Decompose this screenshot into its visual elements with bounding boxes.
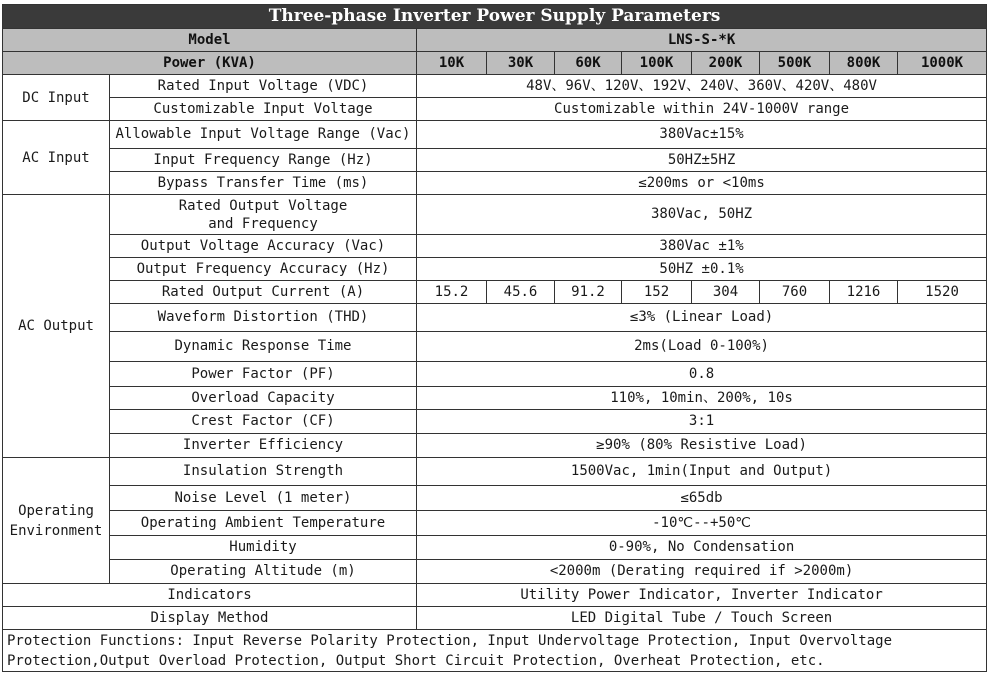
current-cell: 91.2: [555, 281, 622, 304]
group-operating-environment: Operating Environment: [3, 458, 110, 584]
display-method-label: Display Method: [3, 607, 417, 630]
row-label: Waveform Distortion (THD): [110, 304, 417, 332]
row-value: 1500Vac, 1min(Input and Output): [417, 458, 987, 486]
row-value: <2000m (Derating required if >2000m): [417, 560, 987, 584]
display-method-value: LED Digital Tube / Touch Screen: [417, 607, 987, 630]
model-value: LNS-S-*K: [417, 29, 987, 52]
row-label: Operating Altitude (m): [110, 560, 417, 584]
current-cell: 45.6: [487, 281, 555, 304]
row-label: Allowable Input Voltage Range (Vac): [110, 121, 417, 149]
row-value: 0-90%, No Condensation: [417, 536, 987, 560]
power-label: Power (KVA): [3, 52, 417, 75]
row-value: ≤200ms or <10ms: [417, 172, 987, 195]
row-value: 380Vac±15%: [417, 121, 987, 149]
table-title: Three-phase Inverter Power Supply Parameters: [3, 5, 987, 29]
power-col-30k: 30K: [487, 52, 555, 75]
current-cell: 1520: [898, 281, 987, 304]
row-value: 110%, 10min、200%, 10s: [417, 387, 987, 410]
row-value: ≥90% (80% Resistive Load): [417, 434, 987, 458]
row-label: Noise Level (1 meter): [110, 486, 417, 511]
row-label: Operating Ambient Temperature: [110, 511, 417, 536]
group-ac-input: AC Input: [3, 121, 110, 195]
row-value: 3:1: [417, 410, 987, 434]
row-value: ≤3% (Linear Load): [417, 304, 987, 332]
row-value: Customizable within 24V-1000V range: [417, 98, 987, 121]
spec-table: [2, 4, 987, 672]
row-value: 380Vac ±1%: [417, 235, 987, 258]
row-label: Inverter Efficiency: [110, 434, 417, 458]
power-col-100k: 100K: [622, 52, 692, 75]
current-cell: 304: [692, 281, 760, 304]
row-label: Bypass Transfer Time (ms): [110, 172, 417, 195]
row-label: Power Factor (PF): [110, 362, 417, 387]
row-value: 380Vac, 50HZ: [417, 195, 987, 235]
row-label: Crest Factor (CF): [110, 410, 417, 434]
power-col-1000k: 1000K: [898, 52, 987, 75]
current-cell: 15.2: [417, 281, 487, 304]
row-label: Rated Output Current (A): [110, 281, 417, 304]
group-ac-output: AC Output: [3, 195, 110, 458]
row-label: Dynamic Response Time: [110, 332, 417, 362]
power-col-200k: 200K: [692, 52, 760, 75]
row-label: Output Frequency Accuracy (Hz): [110, 258, 417, 281]
row-label: Insulation Strength: [110, 458, 417, 486]
current-cell: 1216: [830, 281, 898, 304]
row-label: Output Voltage Accuracy (Vac): [110, 235, 417, 258]
row-value: -10℃--+50℃: [417, 511, 987, 536]
protection-functions: Protection Functions: Input Reverse Polarity Protection, Input Undervoltage Protection, Input Overvoltage Protection,Output Overload Protection, Output Short Circuit Protection, Overheat Protection, etc.: [3, 630, 987, 672]
row-label: Input Frequency Range (Hz): [110, 149, 417, 172]
model-label: Model: [3, 29, 417, 52]
row-label: Humidity: [110, 536, 417, 560]
row-value: 48V、96V、120V、192V、240V、360V、420V、480V: [417, 75, 987, 98]
row-value: ≤65db: [417, 486, 987, 511]
group-dc-input: DC Input: [3, 75, 110, 121]
row-label: Overload Capacity: [110, 387, 417, 410]
row-value: 50HZ ±0.1%: [417, 258, 987, 281]
row-label: Rated Output Voltage and Frequency: [110, 195, 417, 235]
indicators-value: Utility Power Indicator, Inverter Indicator: [417, 584, 987, 607]
power-col-800k: 800K: [830, 52, 898, 75]
row-value: 0.8: [417, 362, 987, 387]
row-label: Customizable Input Voltage: [110, 98, 417, 121]
indicators-label: Indicators: [3, 584, 417, 607]
row-label: Rated Input Voltage (VDC): [110, 75, 417, 98]
power-col-500k: 500K: [760, 52, 830, 75]
current-cell: 760: [760, 281, 830, 304]
current-cell: 152: [622, 281, 692, 304]
power-col-10k: 10K: [417, 52, 487, 75]
power-col-60k: 60K: [555, 52, 622, 75]
row-value: 2ms(Load 0-100%): [417, 332, 987, 362]
row-value: 50HZ±5HZ: [417, 149, 987, 172]
